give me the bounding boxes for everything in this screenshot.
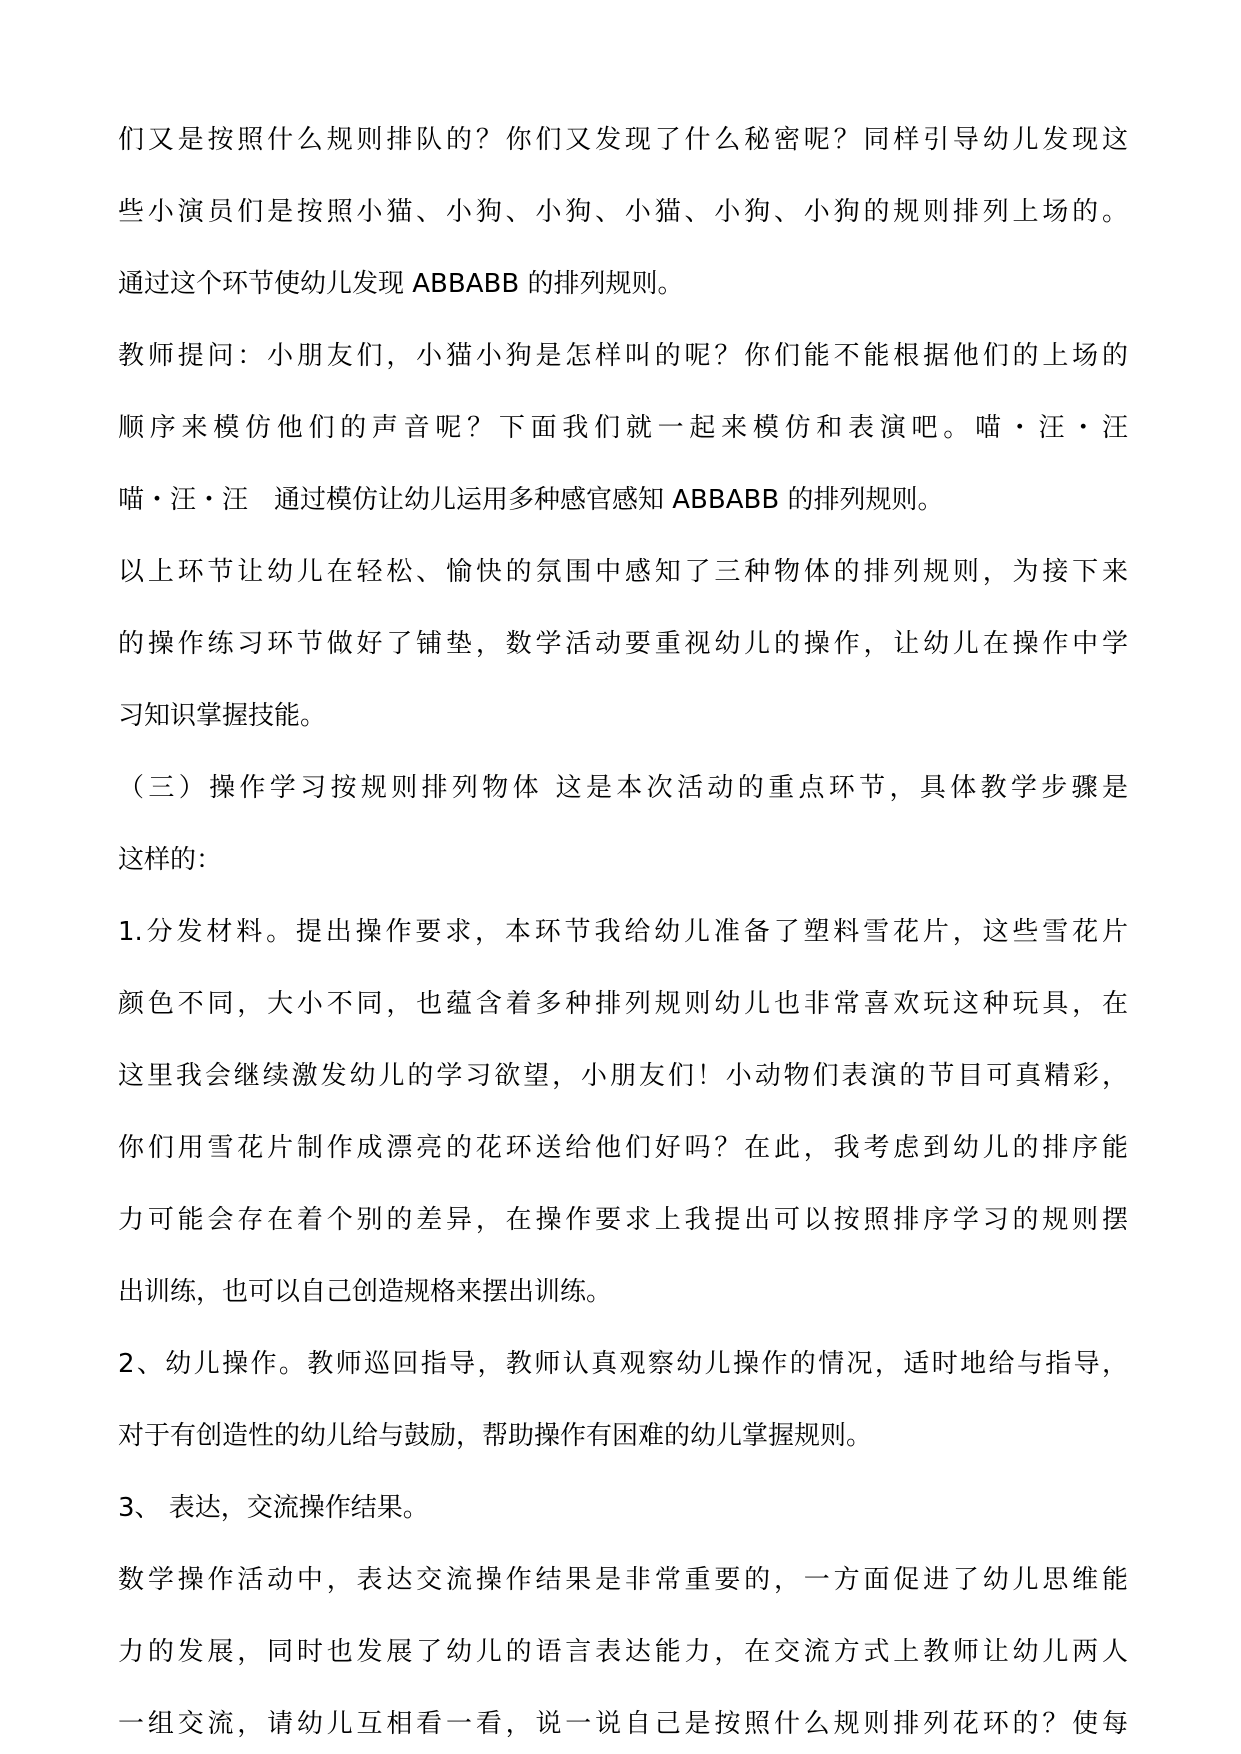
paragraph-line: 你们用雪花片制作成漂亮的花环送给他们好吗？在此，我考虑到幼儿的排序能	[118, 1133, 1128, 1163]
paragraph-line: 以上环节让幼儿在轻松、愉快的氛围中感知了三种物体的排列规则，为接下来	[118, 557, 1128, 587]
paragraph-line: 的操作练习环节做好了铺垫，数学活动要重视幼儿的操作，让幼儿在操作中学	[118, 629, 1128, 659]
paragraph-line: 3、 表达，交流操作结果。	[118, 1493, 429, 1523]
paragraph-line: 一组交流，请幼儿互相看一看，说一说自己是按照什么规则排列花环的？使每	[118, 1709, 1128, 1739]
paragraph-line: 们又是按照什么规则排队的？你们又发现了什么秘密呢？同样引导幼儿发现这	[118, 125, 1128, 155]
paragraph-line: 喵・汪・汪 通过模仿让幼儿运用多种感官感知 ABBABB 的排列规则。	[118, 485, 944, 515]
section-heading-line: （三）操作学习按规则排列物体 这是本次活动的重点环节，具体教学步骤是	[118, 773, 1128, 803]
paragraph-line: 2、幼儿操作。教师巡回指导，教师认真观察幼儿操作的情况，适时地给与指导，	[118, 1349, 1128, 1379]
paragraph-line: 这样的：	[118, 845, 223, 875]
paragraph-line: 对于有创造性的幼儿给与鼓励，帮助操作有困难的幼儿掌握规则。	[118, 1421, 873, 1451]
paragraph-line: 力可能会存在着个别的差异，在操作要求上我提出可以按照排序学习的规则摆	[118, 1205, 1128, 1235]
paragraph-line: 这里我会继续激发幼儿的学习欲望，小朋友们！小动物们表演的节目可真精彩，	[118, 1061, 1128, 1091]
paragraph-line: 力的发展，同时也发展了幼儿的语言表达能力，在交流方式上教师让幼儿两人	[118, 1637, 1128, 1667]
paragraph-line: 顺序来模仿他们的声音呢？下面我们就一起来模仿和表演吧。喵・汪・汪	[118, 413, 1128, 443]
paragraph-line: 数学操作活动中，表达交流操作结果是非常重要的，一方面促进了幼儿思维能	[118, 1565, 1128, 1595]
paragraph-line: 习知识掌握技能。	[118, 701, 327, 731]
paragraph-line: 通过这个环节使幼儿发现 ABBABB 的排列规则。	[118, 269, 684, 299]
paragraph-line: 出训练，也可以自己创造规格来摆出训练。	[118, 1277, 613, 1307]
paragraph-line: 1.分发材料。提出操作要求，本环节我给幼儿准备了塑料雪花片，这些雪花片	[118, 917, 1128, 947]
paragraph-line: 颜色不同，大小不同，也蕴含着多种排列规则幼儿也非常喜欢玩这种玩具，在	[118, 989, 1128, 1019]
paragraph-line: 教师提问：小朋友们，小猫小狗是怎样叫的呢？你们能不能根据他们的上场的	[118, 341, 1128, 371]
paragraph-line: 些小演员们是按照小猫、小狗、小狗、小猫、小狗、小狗的规则排列上场的。	[118, 197, 1128, 227]
